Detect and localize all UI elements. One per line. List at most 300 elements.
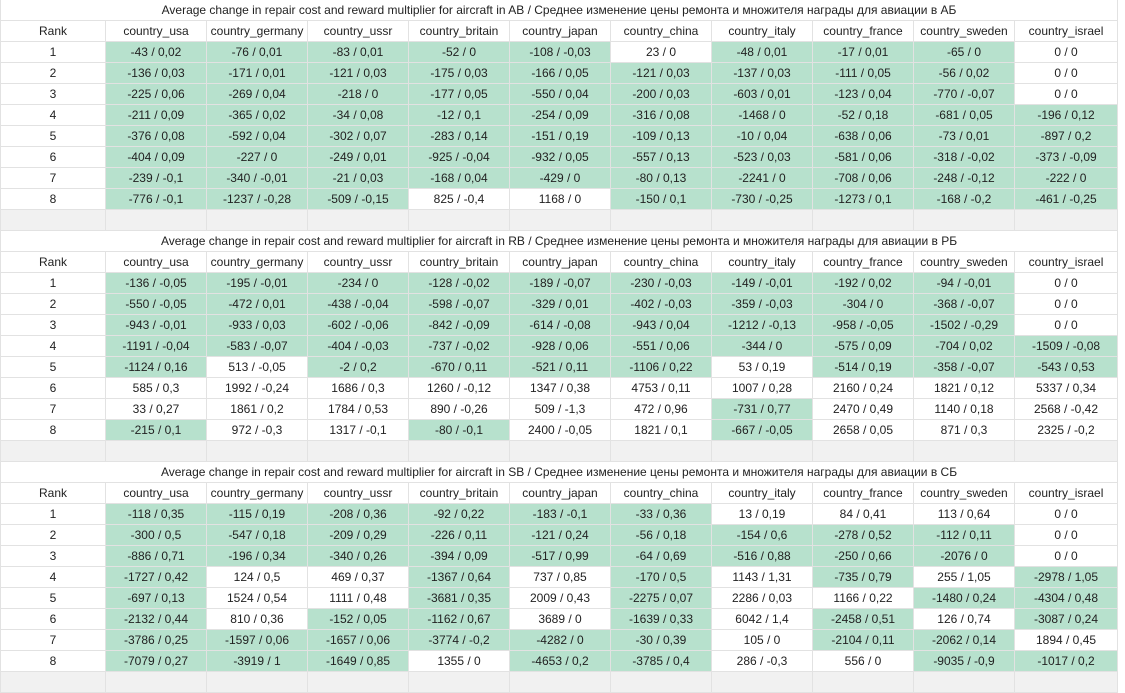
empty-cell[interactable] bbox=[409, 672, 510, 693]
value-cell[interactable]: -404 / -0,03 bbox=[308, 336, 409, 357]
empty-cell[interactable] bbox=[106, 210, 207, 231]
value-cell[interactable]: -33 / 0,36 bbox=[611, 504, 712, 525]
value-cell[interactable]: -170 / 0,5 bbox=[611, 567, 712, 588]
value-cell[interactable]: -598 / -0,07 bbox=[409, 294, 510, 315]
value-cell[interactable]: -1017 / 0,2 bbox=[1015, 651, 1118, 672]
value-cell[interactable]: 1143 / 1,31 bbox=[712, 567, 813, 588]
value-cell[interactable]: -509 / -0,15 bbox=[308, 189, 409, 210]
value-cell[interactable]: -121 / 0,24 bbox=[510, 525, 611, 546]
value-cell[interactable]: 84 / 0,41 bbox=[813, 504, 914, 525]
column-header[interactable]: country_japan bbox=[510, 252, 611, 273]
value-cell[interactable]: -2 / 0,2 bbox=[308, 357, 409, 378]
value-cell[interactable]: 1317 / -0,1 bbox=[308, 420, 409, 441]
value-cell[interactable]: -731 / 0,77 bbox=[712, 399, 813, 420]
empty-cell[interactable] bbox=[510, 672, 611, 693]
column-header[interactable]: country_usa bbox=[106, 21, 207, 42]
empty-cell[interactable] bbox=[712, 441, 813, 462]
value-cell[interactable]: -34 / 0,08 bbox=[308, 105, 409, 126]
value-cell[interactable]: -1480 / 0,24 bbox=[914, 588, 1015, 609]
value-cell[interactable]: -329 / 0,01 bbox=[510, 294, 611, 315]
value-cell[interactable]: -52 / 0,18 bbox=[813, 105, 914, 126]
value-cell[interactable]: -248 / -0,12 bbox=[914, 168, 1015, 189]
value-cell[interactable]: 4753 / 0,11 bbox=[611, 378, 712, 399]
value-cell[interactable]: 1861 / 0,2 bbox=[207, 399, 308, 420]
value-cell[interactable]: 825 / -0,4 bbox=[409, 189, 510, 210]
value-cell[interactable]: -152 / 0,05 bbox=[308, 609, 409, 630]
value-cell[interactable]: 1686 / 0,3 bbox=[308, 378, 409, 399]
value-cell[interactable]: -30 / 0,39 bbox=[611, 630, 712, 651]
value-cell[interactable]: 2325 / -0,2 bbox=[1015, 420, 1118, 441]
value-cell[interactable]: -56 / 0,02 bbox=[914, 63, 1015, 84]
value-cell[interactable]: -394 / 0,09 bbox=[409, 546, 510, 567]
column-header[interactable]: country_germany bbox=[207, 21, 308, 42]
value-cell[interactable]: -638 / 0,06 bbox=[813, 126, 914, 147]
column-header[interactable]: country_israel bbox=[1015, 483, 1118, 504]
value-cell[interactable]: -2132 / 0,44 bbox=[106, 609, 207, 630]
column-header[interactable]: country_china bbox=[611, 252, 712, 273]
value-cell[interactable]: -730 / -0,25 bbox=[712, 189, 813, 210]
value-cell[interactable]: -177 / 0,05 bbox=[409, 84, 510, 105]
column-header[interactable]: country_ussr bbox=[308, 483, 409, 504]
empty-cell[interactable] bbox=[611, 441, 712, 462]
value-cell[interactable]: -83 / 0,01 bbox=[308, 42, 409, 63]
value-cell[interactable]: -200 / 0,03 bbox=[611, 84, 712, 105]
value-cell[interactable]: -254 / 0,09 bbox=[510, 105, 611, 126]
value-cell[interactable]: -3087 / 0,24 bbox=[1015, 609, 1118, 630]
value-cell[interactable]: -1468 / 0 bbox=[712, 105, 813, 126]
value-cell[interactable]: -681 / 0,05 bbox=[914, 105, 1015, 126]
rank-cell[interactable]: 2 bbox=[1, 63, 106, 84]
value-cell[interactable]: -73 / 0,01 bbox=[914, 126, 1015, 147]
value-cell[interactable]: 1347 / 0,38 bbox=[510, 378, 611, 399]
value-cell[interactable]: -151 / 0,19 bbox=[510, 126, 611, 147]
empty-cell[interactable] bbox=[712, 210, 813, 231]
column-header[interactable]: country_ussr bbox=[308, 21, 409, 42]
value-cell[interactable]: 1260 / -0,12 bbox=[409, 378, 510, 399]
value-cell[interactable]: -1162 / 0,67 bbox=[409, 609, 510, 630]
value-cell[interactable]: -137 / 0,03 bbox=[712, 63, 813, 84]
value-cell[interactable]: -704 / 0,02 bbox=[914, 336, 1015, 357]
value-cell[interactable]: -514 / 0,19 bbox=[813, 357, 914, 378]
column-header[interactable]: Rank bbox=[1, 252, 106, 273]
value-cell[interactable]: -149 / -0,01 bbox=[712, 273, 813, 294]
column-header[interactable]: country_china bbox=[611, 483, 712, 504]
column-header[interactable]: country_france bbox=[813, 252, 914, 273]
empty-cell[interactable] bbox=[106, 672, 207, 693]
value-cell[interactable]: -547 / 0,18 bbox=[207, 525, 308, 546]
value-cell[interactable]: 2400 / -0,05 bbox=[510, 420, 611, 441]
value-cell[interactable]: -1124 / 0,16 bbox=[106, 357, 207, 378]
value-cell[interactable]: -43 / 0,02 bbox=[106, 42, 207, 63]
value-cell[interactable]: -932 / 0,05 bbox=[510, 147, 611, 168]
value-cell[interactable]: -340 / -0,01 bbox=[207, 168, 308, 189]
value-cell[interactable]: -9035 / -0,9 bbox=[914, 651, 1015, 672]
value-cell[interactable]: -517 / 0,99 bbox=[510, 546, 611, 567]
value-cell[interactable]: -376 / 0,08 bbox=[106, 126, 207, 147]
empty-cell[interactable] bbox=[409, 441, 510, 462]
value-cell[interactable]: -136 / 0,03 bbox=[106, 63, 207, 84]
value-cell[interactable]: 2286 / 0,03 bbox=[712, 588, 813, 609]
value-cell[interactable]: -521 / 0,11 bbox=[510, 357, 611, 378]
value-cell[interactable]: -958 / -0,05 bbox=[813, 315, 914, 336]
value-cell[interactable]: 585 / 0,3 bbox=[106, 378, 207, 399]
column-header[interactable]: country_britain bbox=[409, 483, 510, 504]
value-cell[interactable]: -115 / 0,19 bbox=[207, 504, 308, 525]
value-cell[interactable]: 0 / 0 bbox=[1015, 63, 1118, 84]
rank-cell[interactable]: 4 bbox=[1, 105, 106, 126]
value-cell[interactable]: 5337 / 0,34 bbox=[1015, 378, 1118, 399]
value-cell[interactable]: -516 / 0,88 bbox=[712, 546, 813, 567]
value-cell[interactable]: -92 / 0,22 bbox=[409, 504, 510, 525]
value-cell[interactable]: -1727 / 0,42 bbox=[106, 567, 207, 588]
value-cell[interactable]: -429 / 0 bbox=[510, 168, 611, 189]
value-cell[interactable]: -112 / 0,11 bbox=[914, 525, 1015, 546]
value-cell[interactable]: 1821 / 0,12 bbox=[914, 378, 1015, 399]
value-cell[interactable]: -226 / 0,11 bbox=[409, 525, 510, 546]
value-cell[interactable]: -128 / -0,02 bbox=[409, 273, 510, 294]
rank-cell[interactable]: 8 bbox=[1, 651, 106, 672]
value-cell[interactable]: -111 / 0,05 bbox=[813, 63, 914, 84]
rank-cell[interactable]: 1 bbox=[1, 504, 106, 525]
value-cell[interactable]: -218 / 0 bbox=[308, 84, 409, 105]
value-cell[interactable]: -109 / 0,13 bbox=[611, 126, 712, 147]
value-cell[interactable]: -118 / 0,35 bbox=[106, 504, 207, 525]
value-cell[interactable]: -925 / -0,04 bbox=[409, 147, 510, 168]
value-cell[interactable]: 556 / 0 bbox=[813, 651, 914, 672]
value-cell[interactable]: -1649 / 0,85 bbox=[308, 651, 409, 672]
value-cell[interactable]: -4653 / 0,2 bbox=[510, 651, 611, 672]
empty-cell[interactable] bbox=[409, 210, 510, 231]
empty-cell[interactable] bbox=[106, 441, 207, 462]
value-cell[interactable]: -211 / 0,09 bbox=[106, 105, 207, 126]
value-cell[interactable]: -7079 / 0,27 bbox=[106, 651, 207, 672]
rank-cell[interactable]: 2 bbox=[1, 525, 106, 546]
rank-cell[interactable]: 4 bbox=[1, 336, 106, 357]
value-cell[interactable]: -2062 / 0,14 bbox=[914, 630, 1015, 651]
value-cell[interactable]: 53 / 0,19 bbox=[712, 357, 813, 378]
empty-cell[interactable] bbox=[308, 210, 409, 231]
rank-cell[interactable]: 1 bbox=[1, 273, 106, 294]
column-header[interactable]: country_britain bbox=[409, 252, 510, 273]
column-header[interactable]: country_usa bbox=[106, 252, 207, 273]
value-cell[interactable]: 0 / 0 bbox=[1015, 294, 1118, 315]
column-header[interactable]: country_china bbox=[611, 21, 712, 42]
value-cell[interactable]: -302 / 0,07 bbox=[308, 126, 409, 147]
rank-cell[interactable]: 7 bbox=[1, 630, 106, 651]
value-cell[interactable]: -543 / 0,53 bbox=[1015, 357, 1118, 378]
column-header[interactable]: country_japan bbox=[510, 21, 611, 42]
value-cell[interactable]: 0 / 0 bbox=[1015, 273, 1118, 294]
value-cell[interactable]: -239 / -0,1 bbox=[106, 168, 207, 189]
value-cell[interactable]: -1106 / 0,22 bbox=[611, 357, 712, 378]
value-cell[interactable]: -603 / 0,01 bbox=[712, 84, 813, 105]
rank-cell[interactable]: 5 bbox=[1, 357, 106, 378]
value-cell[interactable]: 23 / 0 bbox=[611, 42, 712, 63]
value-cell[interactable]: 1992 / -0,24 bbox=[207, 378, 308, 399]
rank-cell[interactable]: 5 bbox=[1, 126, 106, 147]
value-cell[interactable]: -614 / -0,08 bbox=[510, 315, 611, 336]
column-header[interactable]: country_japan bbox=[510, 483, 611, 504]
value-cell[interactable]: -735 / 0,79 bbox=[813, 567, 914, 588]
value-cell[interactable]: -897 / 0,2 bbox=[1015, 126, 1118, 147]
value-cell[interactable]: 1821 / 0,1 bbox=[611, 420, 712, 441]
value-cell[interactable]: -770 / -0,07 bbox=[914, 84, 1015, 105]
empty-cell[interactable] bbox=[914, 672, 1015, 693]
value-cell[interactable]: 2568 / -0,42 bbox=[1015, 399, 1118, 420]
value-cell[interactable]: -168 / -0,2 bbox=[914, 189, 1015, 210]
empty-cell[interactable] bbox=[1, 672, 106, 693]
value-cell[interactable]: -215 / 0,1 bbox=[106, 420, 207, 441]
rank-cell[interactable]: 8 bbox=[1, 420, 106, 441]
value-cell[interactable]: 1140 / 0,18 bbox=[914, 399, 1015, 420]
column-header[interactable]: Rank bbox=[1, 21, 106, 42]
value-cell[interactable]: 2009 / 0,43 bbox=[510, 588, 611, 609]
empty-cell[interactable] bbox=[813, 441, 914, 462]
empty-cell[interactable] bbox=[308, 441, 409, 462]
value-cell[interactable]: 1784 / 0,53 bbox=[308, 399, 409, 420]
value-cell[interactable]: -928 / 0,06 bbox=[510, 336, 611, 357]
value-cell[interactable]: -318 / -0,02 bbox=[914, 147, 1015, 168]
value-cell[interactable]: -933 / 0,03 bbox=[207, 315, 308, 336]
column-header[interactable]: country_israel bbox=[1015, 21, 1118, 42]
value-cell[interactable]: -227 / 0 bbox=[207, 147, 308, 168]
value-cell[interactable]: -80 / 0,13 bbox=[611, 168, 712, 189]
value-cell[interactable]: -2076 / 0 bbox=[914, 546, 1015, 567]
column-header[interactable]: country_italy bbox=[712, 252, 813, 273]
value-cell[interactable]: -776 / -0,1 bbox=[106, 189, 207, 210]
column-header[interactable]: country_italy bbox=[712, 21, 813, 42]
column-header[interactable]: country_usa bbox=[106, 483, 207, 504]
value-cell[interactable]: -3774 / -0,2 bbox=[409, 630, 510, 651]
column-header[interactable]: country_sweden bbox=[914, 252, 1015, 273]
value-cell[interactable]: 286 / -0,3 bbox=[712, 651, 813, 672]
value-cell[interactable]: 1524 / 0,54 bbox=[207, 588, 308, 609]
value-cell[interactable]: -1273 / 0,1 bbox=[813, 189, 914, 210]
section-title[interactable]: Average change in repair cost and reward multiplier for aircraft in RB / Среднее изменение цены ремонта и множителя награды для авиации в РБ bbox=[1, 231, 1118, 252]
value-cell[interactable]: -886 / 0,71 bbox=[106, 546, 207, 567]
value-cell[interactable]: 1355 / 0 bbox=[409, 651, 510, 672]
value-cell[interactable]: -340 / 0,26 bbox=[308, 546, 409, 567]
column-header[interactable]: country_italy bbox=[712, 483, 813, 504]
value-cell[interactable]: -208 / 0,36 bbox=[308, 504, 409, 525]
empty-cell[interactable] bbox=[510, 441, 611, 462]
value-cell[interactable]: -250 / 0,66 bbox=[813, 546, 914, 567]
value-cell[interactable]: -195 / -0,01 bbox=[207, 273, 308, 294]
value-cell[interactable]: 0 / 0 bbox=[1015, 504, 1118, 525]
empty-cell[interactable] bbox=[813, 210, 914, 231]
value-cell[interactable]: 871 / 0,3 bbox=[914, 420, 1015, 441]
value-cell[interactable]: -404 / 0,09 bbox=[106, 147, 207, 168]
value-cell[interactable]: -21 / 0,03 bbox=[308, 168, 409, 189]
value-cell[interactable]: -557 / 0,13 bbox=[611, 147, 712, 168]
value-cell[interactable]: -166 / 0,05 bbox=[510, 63, 611, 84]
value-cell[interactable]: -4304 / 0,48 bbox=[1015, 588, 1118, 609]
value-cell[interactable]: -1212 / -0,13 bbox=[712, 315, 813, 336]
value-cell[interactable]: -192 / 0,02 bbox=[813, 273, 914, 294]
value-cell[interactable]: -249 / 0,01 bbox=[308, 147, 409, 168]
empty-cell[interactable] bbox=[1015, 441, 1118, 462]
value-cell[interactable]: -225 / 0,06 bbox=[106, 84, 207, 105]
value-cell[interactable]: -183 / -0,1 bbox=[510, 504, 611, 525]
value-cell[interactable]: -1191 / -0,04 bbox=[106, 336, 207, 357]
rank-cell[interactable]: 1 bbox=[1, 42, 106, 63]
value-cell[interactable]: -48 / 0,01 bbox=[712, 42, 813, 63]
value-cell[interactable]: 126 / 0,74 bbox=[914, 609, 1015, 630]
value-cell[interactable]: 469 / 0,37 bbox=[308, 567, 409, 588]
section-title[interactable]: Average change in repair cost and reward multiplier for aircraft in AB / Среднее изменение цены ремонта и множителя награды для авиации в АБ bbox=[1, 0, 1118, 21]
value-cell[interactable]: -154 / 0,6 bbox=[712, 525, 813, 546]
value-cell[interactable]: -1502 / -0,29 bbox=[914, 315, 1015, 336]
value-cell[interactable]: -278 / 0,52 bbox=[813, 525, 914, 546]
value-cell[interactable]: -2978 / 1,05 bbox=[1015, 567, 1118, 588]
empty-cell[interactable] bbox=[611, 210, 712, 231]
value-cell[interactable]: -365 / 0,02 bbox=[207, 105, 308, 126]
column-header[interactable]: country_ussr bbox=[308, 252, 409, 273]
rank-cell[interactable]: 5 bbox=[1, 588, 106, 609]
value-cell[interactable]: 0 / 0 bbox=[1015, 525, 1118, 546]
rank-cell[interactable]: 6 bbox=[1, 609, 106, 630]
value-cell[interactable]: -316 / 0,08 bbox=[611, 105, 712, 126]
value-cell[interactable]: -438 / -0,04 bbox=[308, 294, 409, 315]
column-header[interactable]: Rank bbox=[1, 483, 106, 504]
value-cell[interactable]: 810 / 0,36 bbox=[207, 609, 308, 630]
value-cell[interactable]: -121 / 0,03 bbox=[611, 63, 712, 84]
value-cell[interactable]: 509 / -1,3 bbox=[510, 399, 611, 420]
value-cell[interactable]: -670 / 0,11 bbox=[409, 357, 510, 378]
value-cell[interactable]: 513 / -0,05 bbox=[207, 357, 308, 378]
value-cell[interactable]: -121 / 0,03 bbox=[308, 63, 409, 84]
value-cell[interactable]: -64 / 0,69 bbox=[611, 546, 712, 567]
value-cell[interactable]: -550 / -0,05 bbox=[106, 294, 207, 315]
value-cell[interactable]: 2160 / 0,24 bbox=[813, 378, 914, 399]
value-cell[interactable]: 1111 / 0,48 bbox=[308, 588, 409, 609]
value-cell[interactable]: -943 / 0,04 bbox=[611, 315, 712, 336]
column-header[interactable]: country_britain bbox=[409, 21, 510, 42]
value-cell[interactable]: -56 / 0,18 bbox=[611, 525, 712, 546]
value-cell[interactable]: -283 / 0,14 bbox=[409, 126, 510, 147]
value-cell[interactable]: -344 / 0 bbox=[712, 336, 813, 357]
value-cell[interactable]: -1639 / 0,33 bbox=[611, 609, 712, 630]
value-cell[interactable]: -1367 / 0,64 bbox=[409, 567, 510, 588]
value-cell[interactable]: 472 / 0,96 bbox=[611, 399, 712, 420]
empty-cell[interactable] bbox=[207, 672, 308, 693]
value-cell[interactable]: -222 / 0 bbox=[1015, 168, 1118, 189]
value-cell[interactable]: 105 / 0 bbox=[712, 630, 813, 651]
value-cell[interactable]: 2470 / 0,49 bbox=[813, 399, 914, 420]
value-cell[interactable]: 1168 / 0 bbox=[510, 189, 611, 210]
rank-cell[interactable]: 8 bbox=[1, 189, 106, 210]
column-header[interactable]: country_israel bbox=[1015, 252, 1118, 273]
value-cell[interactable]: -10 / 0,04 bbox=[712, 126, 813, 147]
value-cell[interactable]: 0 / 0 bbox=[1015, 546, 1118, 567]
value-cell[interactable]: -3785 / 0,4 bbox=[611, 651, 712, 672]
value-cell[interactable]: -108 / -0,03 bbox=[510, 42, 611, 63]
value-cell[interactable]: 890 / -0,26 bbox=[409, 399, 510, 420]
rank-cell[interactable]: 7 bbox=[1, 399, 106, 420]
empty-cell[interactable] bbox=[1, 210, 106, 231]
value-cell[interactable]: -373 / -0,09 bbox=[1015, 147, 1118, 168]
empty-cell[interactable] bbox=[308, 672, 409, 693]
value-cell[interactable]: -80 / -0,1 bbox=[409, 420, 510, 441]
value-cell[interactable]: 0 / 0 bbox=[1015, 42, 1118, 63]
value-cell[interactable]: -697 / 0,13 bbox=[106, 588, 207, 609]
value-cell[interactable]: 13 / 0,19 bbox=[712, 504, 813, 525]
value-cell[interactable]: -523 / 0,03 bbox=[712, 147, 813, 168]
value-cell[interactable]: -171 / 0,01 bbox=[207, 63, 308, 84]
value-cell[interactable]: -461 / -0,25 bbox=[1015, 189, 1118, 210]
value-cell[interactable]: 737 / 0,85 bbox=[510, 567, 611, 588]
value-cell[interactable]: 0 / 0 bbox=[1015, 315, 1118, 336]
value-cell[interactable]: -667 / -0,05 bbox=[712, 420, 813, 441]
value-cell[interactable]: -196 / 0,34 bbox=[207, 546, 308, 567]
rank-cell[interactable]: 2 bbox=[1, 294, 106, 315]
value-cell[interactable]: -94 / -0,01 bbox=[914, 273, 1015, 294]
column-header[interactable]: country_sweden bbox=[914, 483, 1015, 504]
value-cell[interactable]: -708 / 0,06 bbox=[813, 168, 914, 189]
value-cell[interactable]: -269 / 0,04 bbox=[207, 84, 308, 105]
value-cell[interactable]: -402 / -0,03 bbox=[611, 294, 712, 315]
value-cell[interactable]: 972 / -0,3 bbox=[207, 420, 308, 441]
value-cell[interactable]: -196 / 0,12 bbox=[1015, 105, 1118, 126]
value-cell[interactable]: 1894 / 0,45 bbox=[1015, 630, 1118, 651]
value-cell[interactable]: -209 / 0,29 bbox=[308, 525, 409, 546]
value-cell[interactable]: 1007 / 0,28 bbox=[712, 378, 813, 399]
rank-cell[interactable]: 6 bbox=[1, 147, 106, 168]
value-cell[interactable]: 255 / 1,05 bbox=[914, 567, 1015, 588]
empty-cell[interactable] bbox=[914, 441, 1015, 462]
empty-cell[interactable] bbox=[207, 210, 308, 231]
empty-cell[interactable] bbox=[1, 441, 106, 462]
value-cell[interactable]: -150 / 0,1 bbox=[611, 189, 712, 210]
value-cell[interactable]: 33 / 0,27 bbox=[106, 399, 207, 420]
value-cell[interactable]: -168 / 0,04 bbox=[409, 168, 510, 189]
value-cell[interactable]: -4282 / 0 bbox=[510, 630, 611, 651]
rank-cell[interactable]: 3 bbox=[1, 315, 106, 336]
value-cell[interactable]: -583 / -0,07 bbox=[207, 336, 308, 357]
column-header[interactable]: country_france bbox=[813, 483, 914, 504]
column-header[interactable]: country_germany bbox=[207, 252, 308, 273]
value-cell[interactable]: -2275 / 0,07 bbox=[611, 588, 712, 609]
value-cell[interactable]: -472 / 0,01 bbox=[207, 294, 308, 315]
value-cell[interactable]: -175 / 0,03 bbox=[409, 63, 510, 84]
section-title[interactable]: Average change in repair cost and reward multiplier for aircraft in SB / Среднее изменение цены ремонта и множителя награды для авиации в СБ bbox=[1, 462, 1118, 483]
value-cell[interactable]: -52 / 0 bbox=[409, 42, 510, 63]
empty-cell[interactable] bbox=[1015, 672, 1118, 693]
empty-cell[interactable] bbox=[813, 672, 914, 693]
value-cell[interactable]: -602 / -0,06 bbox=[308, 315, 409, 336]
value-cell[interactable]: -575 / 0,09 bbox=[813, 336, 914, 357]
value-cell[interactable]: -2458 / 0,51 bbox=[813, 609, 914, 630]
value-cell[interactable]: -234 / 0 bbox=[308, 273, 409, 294]
value-cell[interactable]: -300 / 0,5 bbox=[106, 525, 207, 546]
value-cell[interactable]: 6042 / 1,4 bbox=[712, 609, 813, 630]
value-cell[interactable]: -3786 / 0,25 bbox=[106, 630, 207, 651]
value-cell[interactable]: -76 / 0,01 bbox=[207, 42, 308, 63]
value-cell[interactable]: -550 / 0,04 bbox=[510, 84, 611, 105]
value-cell[interactable]: -842 / -0,09 bbox=[409, 315, 510, 336]
column-header[interactable]: country_france bbox=[813, 21, 914, 42]
rank-cell[interactable]: 6 bbox=[1, 378, 106, 399]
value-cell[interactable]: -189 / -0,07 bbox=[510, 273, 611, 294]
rank-cell[interactable]: 7 bbox=[1, 168, 106, 189]
value-cell[interactable]: -230 / -0,03 bbox=[611, 273, 712, 294]
value-cell[interactable]: -123 / 0,04 bbox=[813, 84, 914, 105]
value-cell[interactable]: -737 / -0,02 bbox=[409, 336, 510, 357]
value-cell[interactable]: -592 / 0,04 bbox=[207, 126, 308, 147]
value-cell[interactable]: -359 / -0,03 bbox=[712, 294, 813, 315]
value-cell[interactable]: -2104 / 0,11 bbox=[813, 630, 914, 651]
value-cell[interactable]: -3681 / 0,35 bbox=[409, 588, 510, 609]
